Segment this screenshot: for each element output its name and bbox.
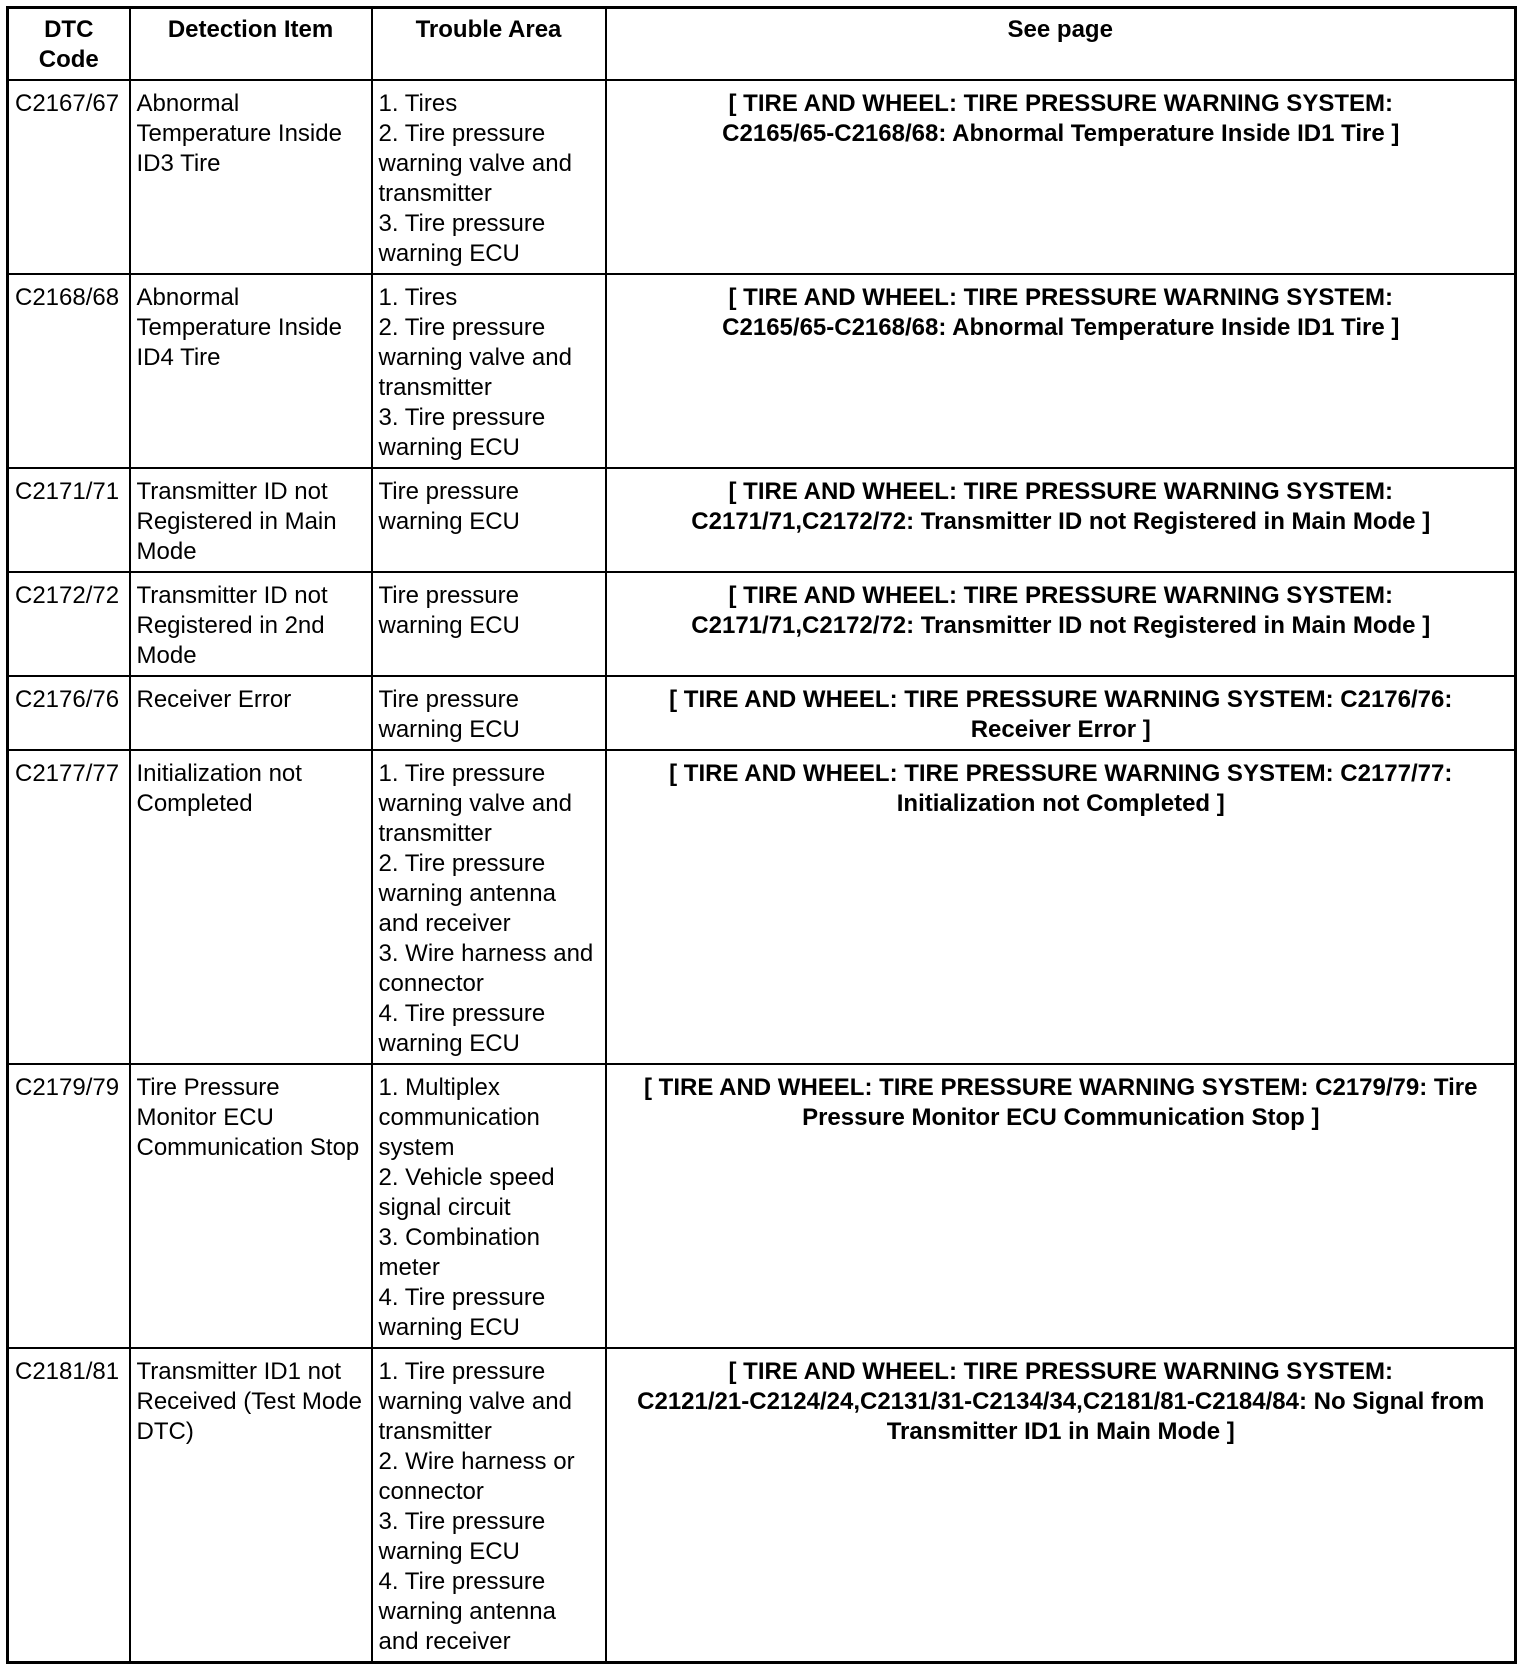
detection-item-cell: Initialization not Completed [130,750,372,1064]
header-dtc-code: DTC Code [8,8,130,81]
detection-item-cell: Abnormal Temperature Inside ID3 Tire [130,80,372,274]
trouble-area-item: Tire pressure warning ECU [378,686,520,743]
trouble-area-item: 4. Tire pressure warning antenna and receiver [378,1568,556,1655]
see-page-line: Pressure Monitor ECU Communication Stop ] [802,1104,1320,1131]
table-row [8,676,1516,750]
detection-item-cell: Transmitter ID not Registered in 2nd Mode [130,572,372,676]
trouble-area-cell [372,750,606,1064]
trouble-area-cell [372,1348,606,1663]
see-page-line: [ TIRE AND WHEEL: TIRE PRESSURE WARNING SYSTEM: [728,90,1393,117]
see-page-line: [ TIRE AND WHEEL: TIRE PRESSURE WARNING SYSTEM: [728,478,1393,505]
header-see-page: See page [606,8,1516,81]
dtc-code-cell: C2177/77 [8,750,130,1064]
see-page-line: C2165/65-C2168/68: Abnormal Temperature Inside ID1 Tire ] [722,120,1400,147]
see-page-reference[interactable] [606,572,1516,676]
detection-item-cell: Transmitter ID1 not Received (Test Mode DTC) [130,1348,372,1663]
see-page-line: [ TIRE AND WHEEL: TIRE PRESSURE WARNING SYSTEM: [728,284,1393,311]
trouble-area-item: 3. Tire pressure warning ECU [378,1508,546,1565]
trouble-area-cell [372,274,606,468]
trouble-area-item: 3. Tire pressure warning ECU [378,404,546,461]
see-page-line: [ TIRE AND WHEEL: TIRE PRESSURE WARNING SYSTEM: C2177/77: [669,760,1453,787]
table-row [8,1348,1516,1663]
trouble-area-item: 3. Tire pressure warning ECU [378,210,546,267]
see-page-line: C2171/71,C2172/72: Transmitter ID not Registered in Main Mode ] [691,612,1431,639]
trouble-area-item: 1. Tire pressure warning valve and transmitter [378,760,572,847]
header-trouble-area: Trouble Area [372,8,606,81]
detection-item-cell: Tire Pressure Monitor ECU Communication Stop [130,1064,372,1348]
dtc-code-cell: C2181/81 [8,1348,130,1663]
trouble-area-item: 4. Tire pressure warning ECU [378,1000,546,1057]
table-row [8,750,1516,1064]
table-row [8,274,1516,468]
trouble-area-cell [372,468,606,572]
see-page-reference[interactable] [606,676,1516,750]
detection-item-cell: Receiver Error [130,676,372,750]
see-page-line: [ TIRE AND WHEEL: TIRE PRESSURE WARNING SYSTEM: C2176/76: [669,686,1453,713]
trouble-area-item: 1. Tires [378,284,458,311]
table-row [8,468,1516,572]
dtc-code-cell: C2168/68 [8,274,130,468]
see-page-reference[interactable] [606,1348,1516,1663]
see-page-reference[interactable] [606,80,1516,274]
trouble-area-item: 2. Tire pressure warning valve and transmitter [378,314,572,401]
see-page-line: Transmitter ID1 in Main Mode ] [886,1418,1235,1445]
trouble-area-item: 2. Tire pressure warning valve and transmitter [378,120,572,207]
trouble-area-item: 1. Tires [378,90,458,117]
table-row [8,1064,1516,1348]
see-page-line: [ TIRE AND WHEEL: TIRE PRESSURE WARNING SYSTEM: C2179/79: Tire [644,1074,1478,1101]
trouble-area-item: 3. Combination meter [378,1224,540,1281]
see-page-reference[interactable] [606,468,1516,572]
see-page-line: [ TIRE AND WHEEL: TIRE PRESSURE WARNING SYSTEM: [728,582,1393,609]
detection-item-cell: Abnormal Temperature Inside ID4 Tire [130,274,372,468]
see-page-line: C2165/65-C2168/68: Abnormal Temperature Inside ID1 Tire ] [722,314,1400,341]
trouble-area-cell [372,80,606,274]
dtc-code-cell: C2172/72 [8,572,130,676]
see-page-reference[interactable] [606,750,1516,1064]
trouble-area-cell [372,572,606,676]
trouble-area-item: 1. Multiplex communication system [378,1074,540,1161]
see-page-reference[interactable] [606,1064,1516,1348]
trouble-area-item: 2. Wire harness or connector [378,1448,575,1505]
trouble-area-item: 2. Vehicle speed signal circuit [378,1164,555,1221]
dtc-code-cell: C2179/79 [8,1064,130,1348]
trouble-area-item: 4. Tire pressure warning ECU [378,1284,546,1341]
trouble-area-item: Tire pressure warning ECU [378,478,520,535]
dtc-table [6,6,1517,1664]
table-body [8,80,1516,1663]
dtc-code-cell: C2176/76 [8,676,130,750]
table-header-row [8,8,1516,81]
see-page-reference[interactable] [606,274,1516,468]
header-detection-item: Detection Item [130,8,372,81]
dtc-code-cell: C2167/67 [8,80,130,274]
see-page-line: [ TIRE AND WHEEL: TIRE PRESSURE WARNING SYSTEM: [728,1358,1393,1385]
table-row [8,572,1516,676]
detection-item-cell: Transmitter ID not Registered in Main Mode [130,468,372,572]
see-page-line: C2171/71,C2172/72: Transmitter ID not Registered in Main Mode ] [691,508,1431,535]
trouble-area-cell [372,1064,606,1348]
trouble-area-item: 3. Wire harness and connector [378,940,594,997]
trouble-area-item: 1. Tire pressure warning valve and transmitter [378,1358,572,1445]
see-page-line: C2121/21-C2124/24,C2131/31-C2134/34,C2181/81-C2184/84: No Signal from [637,1388,1485,1415]
trouble-area-item: Tire pressure warning ECU [378,582,520,639]
dtc-code-cell: C2171/71 [8,468,130,572]
see-page-line: Initialization not Completed ] [896,790,1225,817]
table-row [8,80,1516,274]
trouble-area-item: 2. Tire pressure warning antenna and receiver [378,850,556,937]
trouble-area-cell [372,676,606,750]
see-page-line: Receiver Error ] [970,716,1151,743]
